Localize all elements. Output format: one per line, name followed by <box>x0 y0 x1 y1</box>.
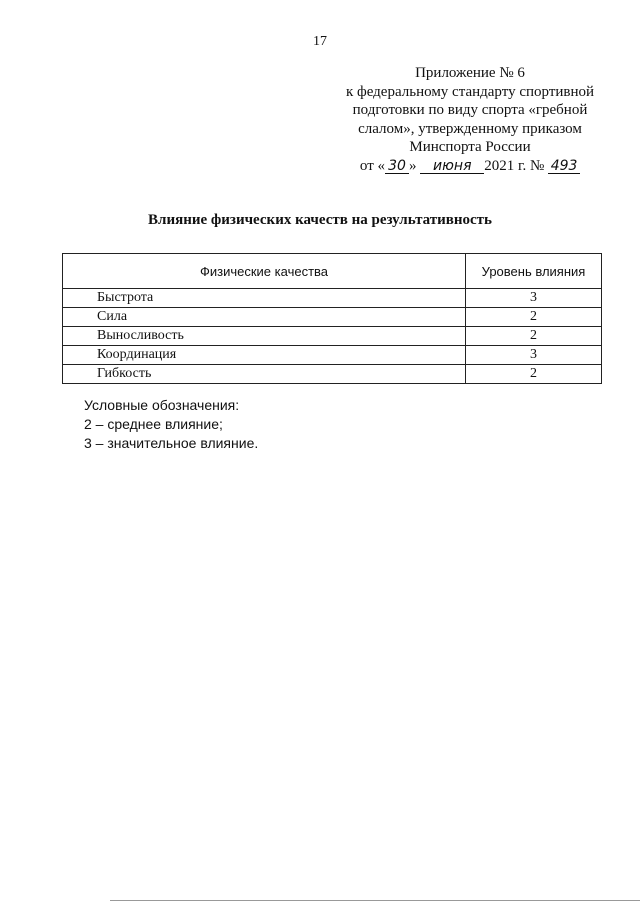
table-row <box>63 365 602 384</box>
table-row <box>63 308 602 327</box>
handwritten-day: 30 <box>385 159 409 174</box>
scan-edge-line <box>110 900 640 901</box>
legend <box>84 396 258 453</box>
level-cell: 2 <box>466 365 602 384</box>
header-quality: Физические качества <box>63 254 466 289</box>
table-row <box>63 327 602 346</box>
quality-cell: Координация <box>63 346 466 365</box>
appendix-date-line <box>330 157 610 176</box>
document-title: Влияние физических качеств на результативность <box>148 212 492 228</box>
handwritten-order-number: 493 <box>548 159 580 174</box>
legend-item: 2 – среднее влияние; <box>84 416 223 432</box>
quality-cell: Выносливость <box>63 327 466 346</box>
page-number: 17 <box>313 34 327 49</box>
qualities-table <box>62 253 602 384</box>
legend-item: 3 – значительное влияние. <box>84 435 259 451</box>
appendix-header <box>330 64 610 175</box>
appendix-line-3: подготовки по виду спорта «гребной <box>352 102 588 118</box>
table-header-row <box>63 254 602 289</box>
table-row <box>63 346 602 365</box>
level-cell: 3 <box>466 346 602 365</box>
quality-cell: Быстрота <box>63 289 466 308</box>
level-cell: 2 <box>466 327 602 346</box>
level-cell: 3 <box>466 289 602 308</box>
appendix-line-2: к федеральному стандарту спортивной <box>345 83 595 100</box>
date-year: 2021 г. № <box>484 157 545 174</box>
handwritten-month: июня <box>420 159 484 174</box>
level-cell: 2 <box>466 308 602 327</box>
legend-heading: Условные обозначения: <box>84 397 240 413</box>
appendix-line-1: Приложение № 6 <box>415 65 525 81</box>
appendix-line-4: слалом», утвержденному приказом <box>358 120 582 137</box>
table-row <box>63 289 602 308</box>
header-level: Уровень влияния <box>466 254 602 289</box>
quality-cell: Сила <box>63 308 466 327</box>
quality-cell: Гибкость <box>63 365 466 384</box>
date-prefix: от « <box>359 157 386 174</box>
date-quote: » <box>409 157 417 174</box>
appendix-line-5: Минспорта России <box>409 139 531 155</box>
